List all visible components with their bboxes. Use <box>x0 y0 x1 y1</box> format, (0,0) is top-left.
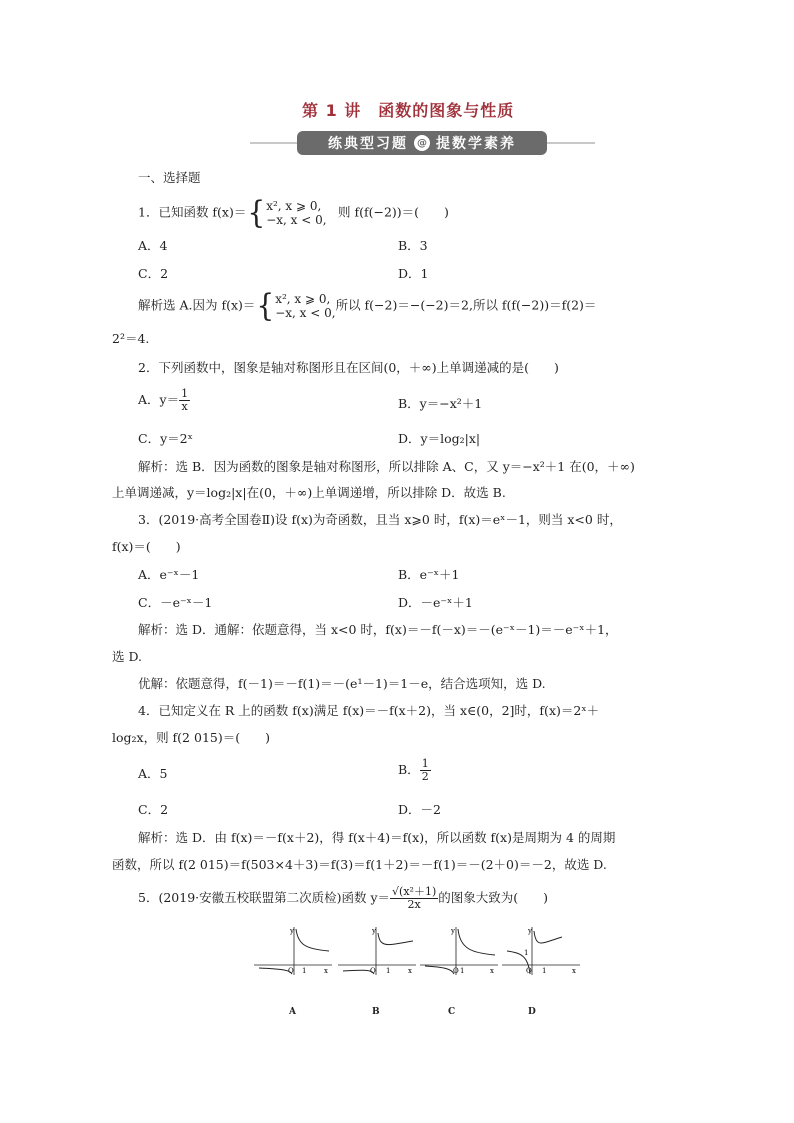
q3-option-d: D．－e⁻ˣ＋1 <box>398 595 473 610</box>
q2-option-b: B．y＝−x²＋1 <box>398 396 483 411</box>
q2-option-c: C．y＝2ˣ <box>138 431 193 446</box>
brace-icon: { <box>247 194 266 231</box>
graph-option-d <box>502 925 582 975</box>
brace-icon: { <box>256 287 275 324</box>
section-banner <box>297 131 547 155</box>
question-4-stem-line1: 4．已知定义在 R 上的函数 f(x)满足 f(x)＝－f(x＋2)，当 x∈(0，2]时，f(x)＝2ˣ＋ <box>138 703 600 718</box>
q2-option-a: A．y＝ $\frac{1}{x}$ <box>138 387 189 413</box>
graph-option-b <box>338 925 418 975</box>
question-1-stem: 1．已知函数 f(x)＝{x², x ⩾ 0, −x, x < 0,则 f(f(−2))＝( ) <box>138 194 449 231</box>
q3-option-b: B．e⁻ˣ＋1 <box>398 567 460 582</box>
q3-solution-line3: 优解：依题意得，f(－1)＝－f(1)＝－(e¹－1)＝1－e，结合选项知，选 D. <box>138 676 546 691</box>
svg-text:1: 1 <box>542 967 547 975</box>
q4-option-d: D．－2 <box>398 802 441 817</box>
svg-text:x: x <box>324 967 328 975</box>
q1-option-d: D．1 <box>398 266 429 281</box>
q3-option-c: C．－e⁻ˣ－1 <box>138 595 213 610</box>
graph-label-a: A <box>289 1007 296 1017</box>
svg-text:x: x <box>490 967 494 975</box>
graph-option-a <box>254 925 334 975</box>
svg-text:O: O <box>370 967 376 975</box>
svg-text:1: 1 <box>460 967 465 975</box>
graph-label-d: D <box>528 1007 536 1017</box>
section-heading: 一、选择题 <box>138 170 201 185</box>
q1-solution-line2: 2²＝4. <box>112 331 150 346</box>
question-2-stem: 2．下列函数中，图象是轴对称图形且在区间(0，＋∞)上单调递减的是( ) <box>138 360 559 375</box>
svg-text:1: 1 <box>302 967 307 975</box>
q3-solution-line2: 选 D. <box>112 649 143 664</box>
graph-label-c: C <box>448 1007 456 1017</box>
svg-text:O: O <box>288 967 294 975</box>
svg-text:O: O <box>526 967 532 975</box>
question-5-stem: 5．(2019·安徽五校联盟第二次质检)函数 y＝ $\frac{\text{√(x²＋1)}}{2x}$ 的图象大致为( ) <box>138 885 549 911</box>
banner-right-text: 提数学素养 <box>436 136 516 152</box>
question-3-stem-line1: 3．(2019·高考全国卷Ⅱ)设 f(x)为奇函数，且当 x⩾0 时，f(x)＝eˣ－1，则当 x<0 时， <box>138 512 622 527</box>
q2-option-d: D．y＝log₂|x| <box>398 431 481 446</box>
graph-label-b: B <box>372 1007 380 1017</box>
banner-line-left <box>250 142 300 144</box>
banner-left-text: 练典型习题 <box>328 136 408 152</box>
svg-text:x: x <box>408 967 412 975</box>
svg-text:O: O <box>453 967 459 975</box>
q2-solution-line1: 解析：选 B．因为函数的图象是轴对称图形，所以排除 A、C，又 y＝−x²＋1 在(0，＋∞) <box>138 459 635 474</box>
badge-icon: @ <box>414 135 430 151</box>
q1-solution: 解析选 A.因为 f(x)＝{x², x ⩾ 0, −x, x < 0,所以 f(−2)＝−(−2)＝2,所以 f(f(−2))＝f(2)＝ <box>138 287 597 324</box>
q4-option-a: A．5 <box>138 766 168 781</box>
q4-solution-line1: 解析：选 D．由 f(x)＝－f(x＋2)，得 f(x＋4)＝f(x)，所以函数 f(x)是周期为 4 的周期 <box>138 830 616 845</box>
q1-option-a: A．4 <box>138 238 168 253</box>
q4-option-b: B． $\frac{1}{2}$ <box>398 757 429 783</box>
svg-text:x: x <box>572 967 576 975</box>
svg-text:1: 1 <box>524 949 529 957</box>
q3-solution-line1: 解析：选 D．通解：依题意得，当 x<0 时，f(x)＝－f(－x)＝－(e⁻ˣ－1)＝－e⁻ˣ＋1， <box>138 622 618 637</box>
question-4-stem-line2: log₂x，则 f(2 015)＝( ) <box>112 730 270 745</box>
page-title: 第 1 讲 函数的图象与性质 <box>302 101 515 120</box>
svg-text:1: 1 <box>386 967 391 975</box>
svg-text:y: y <box>290 927 294 935</box>
question-3-stem-line2: f(x)＝( ) <box>112 539 181 554</box>
q1-option-c: C．2 <box>138 266 169 281</box>
q3-option-a: A．e⁻ˣ－1 <box>138 567 200 582</box>
graph-option-c <box>420 925 500 975</box>
svg-text:y: y <box>451 927 455 935</box>
q4-option-c: C．2 <box>138 802 169 817</box>
q4-solution-line2: 函数，所以 f(2 015)＝f(503×4＋3)＝f(3)＝f(1＋2)＝－f(1)＝－(2＋0)＝－2，故选 D. <box>112 857 607 872</box>
q2-solution-line2: 上单调递减，y＝log₂|x|在(0，＋∞)上单调递增，所以排除 D．故选 B. <box>112 485 506 500</box>
svg-text:y: y <box>528 927 532 935</box>
svg-text:y: y <box>372 927 376 935</box>
banner-line-right <box>545 142 595 144</box>
q1-option-b: B．3 <box>398 238 428 253</box>
